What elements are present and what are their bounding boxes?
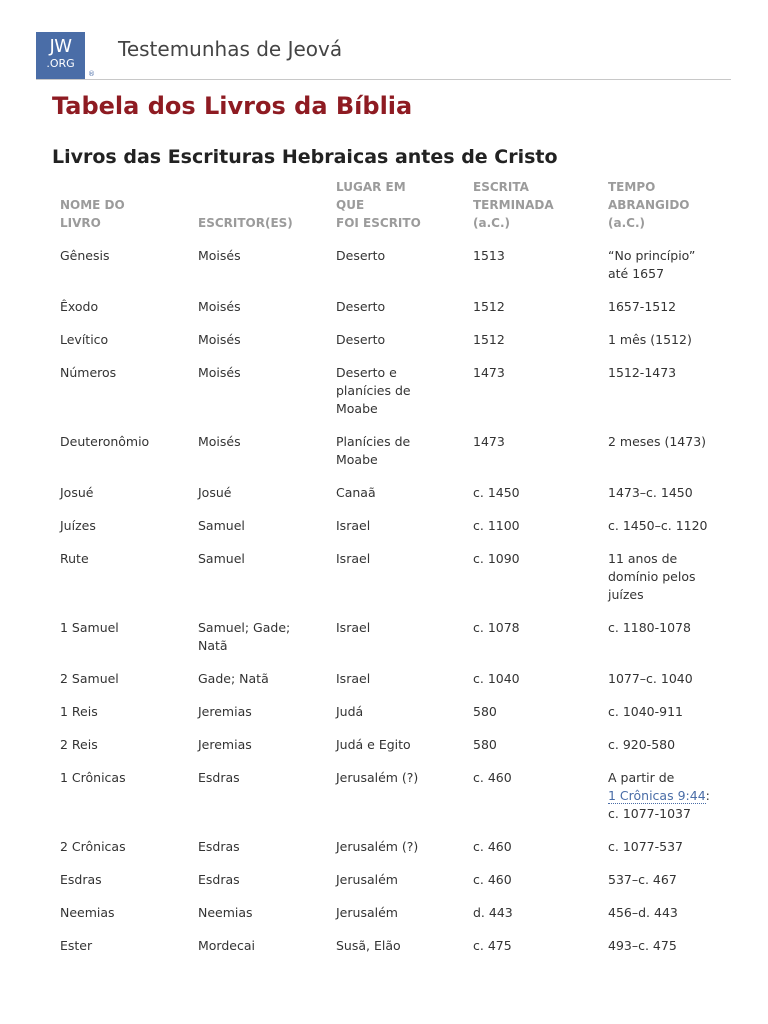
place-cell	[328, 864, 465, 897]
time-covered-prefix: A partir de	[608, 770, 675, 785]
column-header-place-written: LUGAR EM QUE FOI ESCRITO	[336, 180, 421, 230]
completed-cell-text: 1512	[473, 332, 505, 347]
writer-cell-text: Moisés	[198, 299, 241, 314]
time-covered-cell	[600, 762, 732, 831]
writer-cell	[190, 729, 328, 762]
writer-cell	[190, 291, 328, 324]
completed-cell	[465, 477, 600, 510]
registered-mark: ®	[88, 70, 95, 78]
writer-cell-text: Esdras	[198, 839, 240, 854]
place-cell-text: Judá	[336, 704, 364, 719]
time-covered-cell-text: 1512-1473	[608, 365, 677, 380]
writer-cell	[190, 477, 328, 510]
time-covered-cell-text: 11 anos de domínio pelos juízes	[608, 551, 696, 602]
table-row	[52, 864, 732, 897]
time-covered-cell	[600, 477, 732, 510]
book-name-cell	[52, 930, 190, 963]
place-cell-text: Jerusalém	[336, 905, 398, 920]
time-covered-cell	[600, 543, 732, 612]
completed-cell-text: 1513	[473, 248, 505, 263]
time-covered-cell	[600, 930, 732, 963]
table-row	[52, 696, 732, 729]
time-covered-cell-text: 2 meses (1473)	[608, 434, 707, 449]
writer-cell	[190, 240, 328, 291]
time-covered-cell-text: 1 mês (1512)	[608, 332, 692, 347]
completed-cell-text: c. 1090	[473, 551, 520, 566]
book-name-cell-text: Juízes	[60, 518, 96, 533]
completed-cell	[465, 291, 600, 324]
completed-cell	[465, 426, 600, 477]
writer-cell	[190, 696, 328, 729]
writer-cell-text: Neemias	[198, 905, 253, 920]
writer-cell-text: Esdras	[198, 872, 240, 887]
time-covered-cell	[600, 897, 732, 930]
completed-cell-text: c. 460	[473, 872, 512, 887]
place-cell-text: Israel	[336, 518, 371, 533]
column-header-writers: ESCRITOR(ES)	[198, 216, 293, 230]
time-covered-cell-text: c. 1180-1078	[608, 620, 691, 635]
place-cell	[328, 831, 465, 864]
time-covered-cell-text: 537–c. 467	[608, 872, 677, 887]
book-name-cell	[52, 240, 190, 291]
writer-cell-text: Jeremias	[198, 737, 252, 752]
time-covered-cell-text: “No princípio” até 1657	[608, 248, 696, 281]
book-name-cell-text: 1 Samuel	[60, 620, 119, 635]
book-name-cell-text: Números	[60, 365, 117, 380]
table-header-row	[52, 178, 732, 240]
book-name-cell-text: Deuteronômio	[60, 434, 150, 449]
table-row	[52, 831, 732, 864]
time-covered-suffix: c. 1077-1037	[608, 806, 691, 821]
writer-cell-text: Moisés	[198, 248, 241, 263]
writer-cell-text: Esdras	[198, 770, 240, 785]
time-covered-cell	[600, 663, 732, 696]
column-header-time-covered: TEMPO ABRANGIDO (a.C.)	[608, 180, 690, 230]
place-cell-text: Jerusalém (?)	[336, 839, 419, 854]
book-name-cell	[52, 477, 190, 510]
writer-cell-text: Moisés	[198, 434, 241, 449]
book-name-cell	[52, 729, 190, 762]
writer-cell	[190, 324, 328, 357]
writer-cell	[190, 426, 328, 477]
scripture-link-1-cronicas-9-44[interactable]: 1 Crônicas 9:44	[608, 788, 706, 803]
table-row	[52, 510, 732, 543]
time-covered-cell-text: 1473–c. 1450	[608, 485, 693, 500]
place-cell	[328, 357, 465, 426]
writer-cell-text: Moisés	[198, 365, 241, 380]
book-name-cell-text: Neemias	[60, 905, 115, 920]
book-name-cell	[52, 357, 190, 426]
time-covered-cell	[600, 612, 732, 663]
place-cell	[328, 543, 465, 612]
book-name-cell	[52, 762, 190, 831]
time-covered-cell	[600, 510, 732, 543]
writer-cell	[190, 762, 328, 831]
time-covered-cell	[600, 357, 732, 426]
book-name-cell-text: Rute	[60, 551, 89, 566]
book-name-cell-text: 1 Reis	[60, 704, 98, 719]
time-covered-cell	[600, 240, 732, 291]
time-covered-cell-text: c. 1077-537	[608, 839, 683, 854]
time-covered-cell-text: 493–c. 475	[608, 938, 677, 953]
book-name-cell	[52, 696, 190, 729]
writer-cell	[190, 930, 328, 963]
time-covered-cell-text: c. 1450–c. 1120	[608, 518, 708, 533]
table-row	[52, 240, 732, 291]
book-name-cell-text: 2 Crônicas	[60, 839, 126, 854]
completed-cell	[465, 612, 600, 663]
writer-cell	[190, 663, 328, 696]
book-name-cell-text: Gênesis	[60, 248, 110, 263]
book-name-cell-text: 2 Samuel	[60, 671, 119, 686]
time-covered-cell-text: 1657-1512	[608, 299, 677, 314]
column-header-writing-completed: ESCRITA TERMINADA (a.C.)	[473, 180, 554, 230]
completed-cell	[465, 240, 600, 291]
completed-cell-text: c. 460	[473, 770, 512, 785]
completed-cell	[465, 510, 600, 543]
completed-cell	[465, 930, 600, 963]
book-name-cell-text: Levítico	[60, 332, 109, 347]
place-cell	[328, 510, 465, 543]
site-name[interactable]: Testemunhas de Jeová	[118, 37, 343, 61]
column-header-book-name: NOME DO LIVRO	[60, 198, 125, 230]
time-covered-cell	[600, 729, 732, 762]
place-cell-text: Deserto e planícies de Moabe	[336, 365, 411, 416]
writer-cell	[190, 510, 328, 543]
writer-cell-text: Samuel	[198, 518, 245, 533]
table-row	[52, 324, 732, 357]
completed-cell-text: c. 1100	[473, 518, 520, 533]
completed-cell	[465, 831, 600, 864]
place-cell-text: Canaã	[336, 485, 376, 500]
place-cell-text: Deserto	[336, 332, 386, 347]
time-covered-cell-text: 456–d. 443	[608, 905, 678, 920]
completed-cell-text: c. 460	[473, 839, 512, 854]
place-cell-text: Planícies de Moabe	[336, 434, 411, 467]
writer-cell	[190, 864, 328, 897]
time-covered-cell	[600, 324, 732, 357]
books-table-body	[52, 240, 732, 963]
completed-cell	[465, 324, 600, 357]
completed-cell-text: 580	[473, 737, 497, 752]
table-row	[52, 930, 732, 963]
completed-cell-text: c. 1040	[473, 671, 520, 686]
place-cell-text: Deserto	[336, 248, 386, 263]
place-cell	[328, 240, 465, 291]
book-name-cell	[52, 612, 190, 663]
completed-cell-text: 1473	[473, 365, 505, 380]
time-covered-cell	[600, 426, 732, 477]
book-name-cell	[52, 864, 190, 897]
completed-cell	[465, 897, 600, 930]
time-covered-cell-text: c. 1040-911	[608, 704, 683, 719]
book-name-cell-text: 1 Crônicas	[60, 770, 126, 785]
place-cell	[328, 897, 465, 930]
place-cell	[328, 291, 465, 324]
time-covered-cell-text: c. 920-580	[608, 737, 676, 752]
place-cell-text: Susã, Elão	[336, 938, 401, 953]
place-cell	[328, 663, 465, 696]
table-row	[52, 291, 732, 324]
completed-cell	[465, 729, 600, 762]
page-title: Tabela dos Livros da Bíblia	[52, 92, 413, 120]
jw-org-logo[interactable]	[36, 32, 85, 79]
completed-cell	[465, 543, 600, 612]
completed-cell-text: c. 1078	[473, 620, 520, 635]
table-row	[52, 543, 732, 612]
book-name-cell	[52, 831, 190, 864]
table-row	[52, 612, 732, 663]
table-row	[52, 477, 732, 510]
completed-cell-text: c. 475	[473, 938, 512, 953]
place-cell	[328, 696, 465, 729]
place-cell-text: Judá e Egito	[336, 737, 411, 752]
time-covered-cell	[600, 696, 732, 729]
place-cell	[328, 612, 465, 663]
table-row	[52, 426, 732, 477]
books-table	[52, 178, 732, 963]
writer-cell-text: Moisés	[198, 332, 241, 347]
book-name-cell	[52, 510, 190, 543]
place-cell-text: Israel	[336, 620, 371, 635]
book-name-cell	[52, 663, 190, 696]
place-cell	[328, 762, 465, 831]
writer-cell-text: Gade; Natã	[198, 671, 269, 686]
place-cell-text: Deserto	[336, 299, 386, 314]
table-row	[52, 762, 732, 831]
writer-cell	[190, 543, 328, 612]
writer-cell-text: Josué	[198, 485, 232, 500]
place-cell	[328, 324, 465, 357]
place-cell-text: Jerusalém (?)	[336, 770, 419, 785]
link-separator: :	[705, 788, 710, 803]
book-name-cell	[52, 426, 190, 477]
place-cell	[328, 729, 465, 762]
book-name-cell-text: 2 Reis	[60, 737, 98, 752]
book-name-cell	[52, 324, 190, 357]
writer-cell	[190, 612, 328, 663]
section-title: Livros das Escrituras Hebraicas antes de Cristo	[52, 146, 558, 168]
table-row	[52, 897, 732, 930]
completed-cell-text: 1473	[473, 434, 505, 449]
site-header	[0, 0, 768, 80]
place-cell-text: Jerusalém	[336, 872, 398, 887]
completed-cell-text: 1512	[473, 299, 505, 314]
writer-cell-text: Jeremias	[198, 704, 252, 719]
logo-line2: .ORG	[46, 57, 75, 70]
completed-cell-text: d. 443	[473, 905, 513, 920]
table-row	[52, 729, 732, 762]
writer-cell-text: Samuel; Gade; Natã	[198, 620, 291, 653]
time-covered-cell	[600, 291, 732, 324]
time-covered-cell	[600, 831, 732, 864]
table-row	[52, 663, 732, 696]
completed-cell	[465, 864, 600, 897]
table-row	[52, 357, 732, 426]
book-name-cell	[52, 291, 190, 324]
place-cell	[328, 426, 465, 477]
writer-cell-text: Mordecai	[198, 938, 255, 953]
logo-line1: JW	[49, 36, 72, 57]
writer-cell	[190, 831, 328, 864]
book-name-cell	[52, 543, 190, 612]
completed-cell-text: 580	[473, 704, 497, 719]
completed-cell-text: c. 1450	[473, 485, 520, 500]
completed-cell	[465, 762, 600, 831]
writer-cell-text: Samuel	[198, 551, 245, 566]
writer-cell	[190, 897, 328, 930]
place-cell	[328, 477, 465, 510]
header-divider	[36, 79, 731, 80]
completed-cell	[465, 696, 600, 729]
book-name-cell-text: Êxodo	[60, 299, 99, 314]
completed-cell	[465, 663, 600, 696]
book-name-cell-text: Ester	[60, 938, 93, 953]
writer-cell	[190, 357, 328, 426]
time-covered-cell	[600, 864, 732, 897]
place-cell	[328, 930, 465, 963]
time-covered-cell-text: 1077–c. 1040	[608, 671, 693, 686]
place-cell-text: Israel	[336, 551, 371, 566]
completed-cell	[465, 357, 600, 426]
book-name-cell	[52, 897, 190, 930]
book-name-cell-text: Esdras	[60, 872, 102, 887]
book-name-cell-text: Josué	[60, 485, 94, 500]
place-cell-text: Israel	[336, 671, 371, 686]
